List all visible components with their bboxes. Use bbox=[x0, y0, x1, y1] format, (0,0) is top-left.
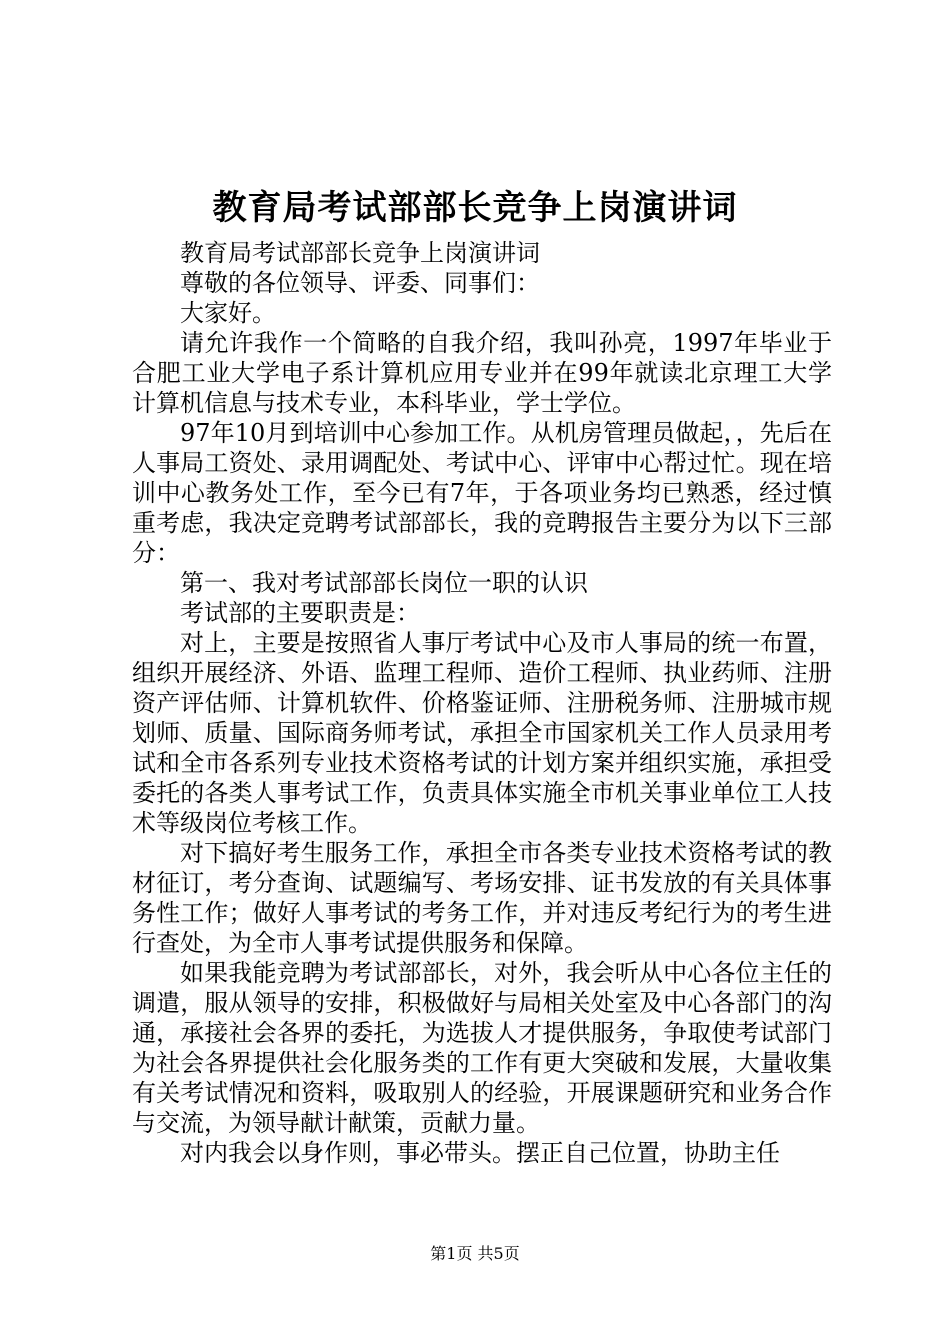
paragraph: 大家好。 bbox=[180, 299, 276, 327]
paragraph: 如果我能竞聘为考试部部长，对外，我会听从中心各位主任的调遣，服从领导的安排，积极做好与局相关处室及中心各部门的沟通，承接社会各界的委托，为选拔人才提供服务，争取使考试部门为社会各界提供社会化服务类的工作有更大突破和发展，大量收集有关考试情况和资料，吸取别人的经验，开展课题研究和业务合作与交流，为领导献计献策，贡献力量。 bbox=[132, 959, 832, 1137]
document-body bbox=[132, 238, 832, 1168]
paragraph: 第一、我对考试部部长岗位一职的认识 bbox=[180, 569, 588, 597]
paragraph: 考试部的主要职责是： bbox=[180, 599, 420, 627]
paragraph: 97年10月到培训中心参加工作。从机房管理员做起，，先后在人事局工资处、录用调配处、考试中心、评审中心帮过忙。现在培训中心教务处工作，至今已有7年，于各项业务均已熟悉，经过慎重考虑，我决定竞聘考试部部长，我的竞聘报告主要分为以下三部分： bbox=[132, 419, 832, 567]
paragraph: 请允许我作一个简略的自我介绍，我叫孙亮，1997年毕业于合肥工业大学电子系计算机应用专业并在99年就读北京理工大学计算机信息与技术专业，本科毕业，学士学位。 bbox=[132, 329, 832, 417]
page-footer: 第1页 共5页 bbox=[430, 1244, 520, 1263]
paragraph: 尊敬的各位领导、评委、同事们： bbox=[180, 269, 540, 297]
paragraph: 对上，主要是按照省人事厅考试中心及市人事局的统一布置，组织开展经济、外语、监理工程师、造价工程师、执业药师、注册资产评估师、计算机软件、价格鉴证师、注册税务师、注册城市规划师、质量、国际商务师考试，承担全市国家机关工作人员录用考试和全市各系列专业技术资格考试的计划方案并组织实施，承担受委托的各类人事考试工作，负责具体实施全市机关事业单位工人技术等级岗位考核工作。 bbox=[132, 629, 832, 837]
document-title: 教育局考试部部长竞争上岗演讲词 bbox=[212, 188, 738, 228]
paragraph: 教育局考试部部长竞争上岗演讲词 bbox=[180, 239, 540, 267]
paragraph: 对下搞好考生服务工作，承担全市各类专业技术资格考试的教材征订，考分查询、试题编写、考场安排、证书发放的有关具体事务性工作；做好人事考试的考务工作，并对违反考纪行为的考生进行查处，为全市人事考试提供服务和保障。 bbox=[132, 839, 832, 957]
paragraph: 对内我会以身作则，事必带头。摆正自己位置，协助主任 bbox=[180, 1139, 780, 1167]
